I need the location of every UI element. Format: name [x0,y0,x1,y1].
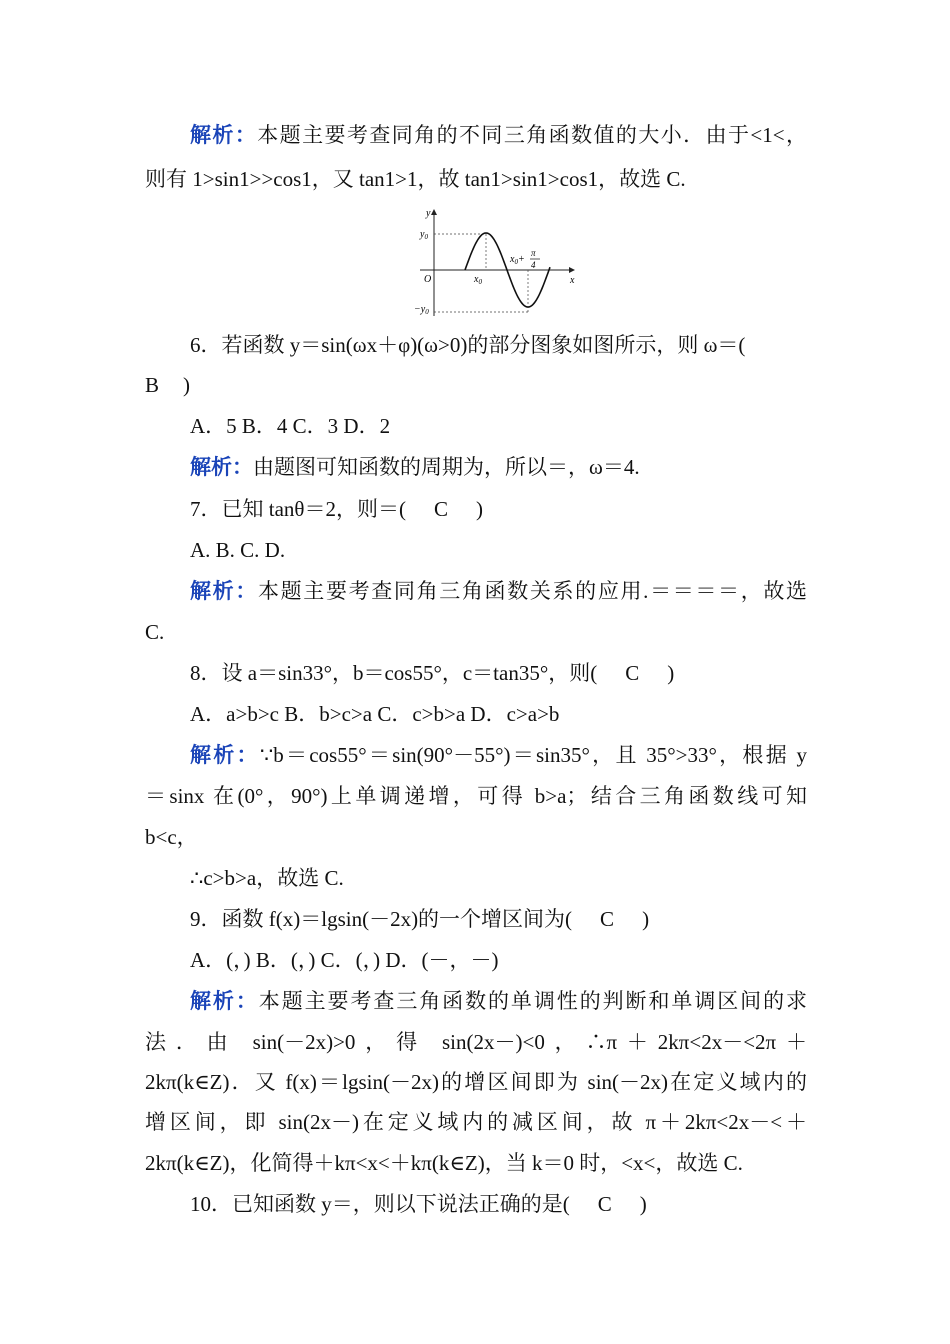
q7-options: A. B. C. D. [190,538,286,562]
q10-answer: C [597,1192,612,1216]
q9-analysis-2: 法．由 sin(－2x)>0，得 sin(2x－)<0，∴π＋2kπ<2x－<2π＋ [145,1030,807,1054]
x0-label: $x_0$ [474,274,482,286]
q9-answer: C [600,907,615,931]
q9-analysis-3: 2kπ(k∈Z)．又 f(x)＝lgsin(－2x)的增区间即为 sin(－2x)在定义域内的 [145,1070,807,1094]
q6-answer: B [145,373,160,397]
sine-graph [414,204,580,324]
q8-options: A．a>b>c B．b>c>a C．c>b>a D．c>a>b [190,702,560,726]
x0-plus-label: $x_0+$ [510,254,525,266]
origin-label: O [424,274,432,285]
q10-stem: 10．已知函数 y＝，则以下说法正确的是( C ) [190,1189,807,1219]
q7-answer: C [433,497,448,521]
q8-analysis-3: b<c， [145,825,198,849]
q9-analysis-1: 解析：本题主要考查三角函数的单调性的判断和单调区间的求 [190,989,808,1013]
q7-analysis: 解析：本题主要考查同角三角函数关系的应用.＝＝＝＝，故选 [190,579,808,603]
q7-analysis-cont: C. [145,620,165,644]
q8-analysis-2: ＝sinx 在(0°，90°)上单调递增，可得 b>a；结合三角函数线可知 [145,784,807,808]
four-label: 4 [531,260,536,270]
q9-analysis-4: 增区间，即 sin(2x－)在定义域内的减区间，故 π＋2kπ<2x－<＋ [145,1110,807,1134]
q8-analysis-1: 解析：∵b＝cos55°＝sin(90°－55°)＝sin35°，且 35°>33°，根据 y [190,743,808,767]
pi-label: π [531,248,536,258]
y-axis-label: y [426,208,431,219]
y0-label: $y_0$ [420,229,428,241]
q8-analysis-4: ∴c>b>a，故选 C. [190,866,344,890]
q6-stem: 6．若函数 y＝sin(ωx＋φ)(ω>0)的部分图象如图所示，则 ω＝( [190,333,746,357]
q8-stem: 8．设 a＝sin33°，b＝cos55°，c＝tan35°，则( C ) [190,658,807,688]
q8-answer: C [625,661,640,685]
q6-answer-line: B ) [145,373,191,397]
q6-options: A．5 B．4 C．3 D．2 [190,414,391,438]
q9-analysis-5: 2kπ(k∈Z)，化简得＋kπ<x<＋kπ(k∈Z)，当 k＝0 时，<x<，故选 C. [145,1151,743,1175]
x-axis-label: x [570,275,575,286]
q5-analysis-line2: 则有 1>sin1>>cos1，又 tan1>1，故 tan1>sin1>cos1，故选 C. [145,167,686,191]
q9-stem: 9．函数 f(x)＝lgsin(－2x)的一个增区间为( C ) [190,904,807,934]
q9-options: A．(，) B．(，) C．(，) D．(－，－) [190,948,499,972]
q6-analysis: 解析：由题图可知函数的周期为，所以＝，ω＝4. [190,455,640,479]
q7-stem: 7．已知 tanθ＝2，则＝( C ) [190,494,807,524]
q5-analysis-line1: 解析：本题主要考查同角的不同三角函数值的大小．由于<1<， [190,123,807,147]
analysis-label: 解析： [190,123,258,147]
neg-y0-label: $-y_0$ [414,304,429,316]
